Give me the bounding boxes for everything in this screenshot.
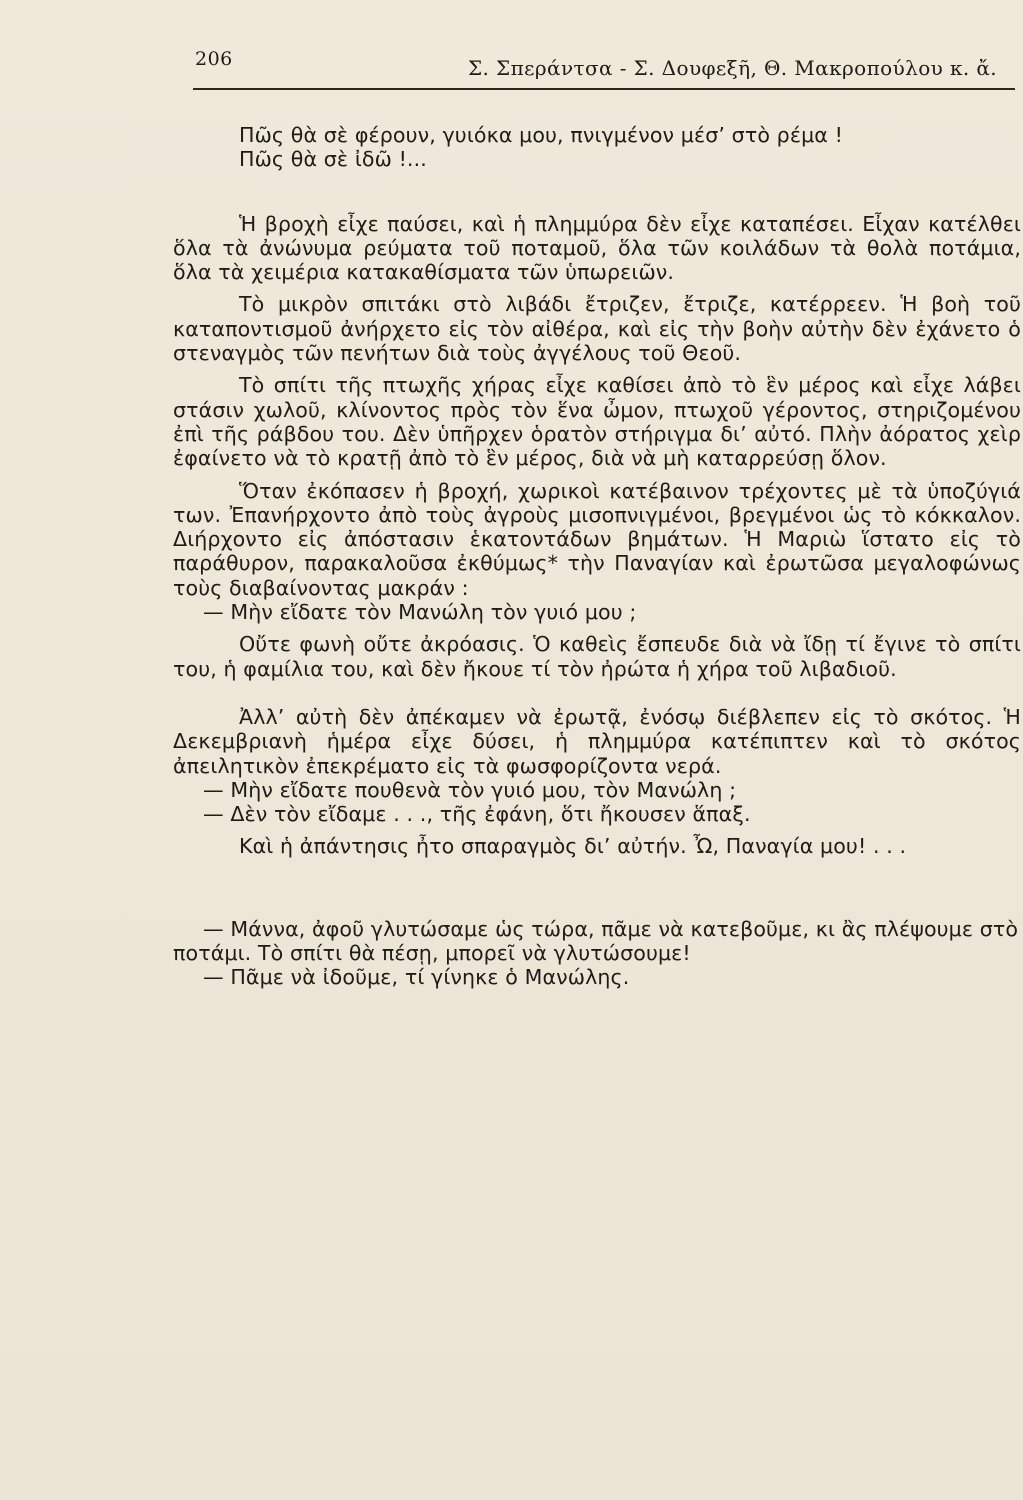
running-header bbox=[193, 48, 1015, 90]
dialogue-line: — Μὴν εἴδατε πουθενὰ τὸν γυιό μου, τὸν Μανώλη ; bbox=[203, 777, 737, 802]
page-text bbox=[173, 123, 1021, 990]
dialogue-line: — Πᾶμε νὰ ἰδοῦμε, τί γίνηκε ὁ Μανώλης. bbox=[203, 965, 630, 990]
paragraph: Καὶ ἡ ἀπάντησις ἦτο σπαραγμὸς δι’ αὐτήν. Ὦ, Παναγία μου! . . . bbox=[239, 834, 907, 859]
dialogue-line: — Μὴν εἴδατε τὸν Μανώλη τὸν γυιό μου ; bbox=[203, 600, 637, 625]
paragraph: Ἀλλ’ αὐτὴ δὲν ἀπέκαμεν νὰ ἐρωτᾷ, ἐνόσῳ διέβλεπεν εἰς τὸ σκότος. Ἡ Δεκεμβριανὴ ἡμέρα εἶχε δύσει, ἡ πλημμύρα κατέπιπτεν καὶ τὸ σκότος ἀπειλητικὸν ἐπεκρέματο εἰς τὰ φωσφορίζοντα νερά. bbox=[173, 704, 1021, 778]
paragraph: Οὔτε φωνὴ οὔτε ἀκρόασις. Ὁ καθεὶς ἔσπευδε διὰ νὰ ἴδῃ τί ἔγινε τὸ σπίτι του, ἡ φαμίλια του, καὶ δὲν ἤκουε τί τὸν ἠρώτα ἡ χήρα τοῦ λιβαδιοῦ. bbox=[173, 632, 1021, 681]
paragraph: Ἡ βροχὴ εἶχε παύσει, καὶ ἡ πλημμύρα δὲν εἶχε καταπέσει. Εἶχαν κατέλθει ὅλα τὰ ἀνώνυμα ρεύματα τοῦ ποταμοῦ, ὅλα τῶν κοιλάδων τὰ θολὰ ποτάμια, ὅλα τὰ χειμέρια κατακαθίσματα τῶν ὑπωρειῶν. bbox=[173, 211, 1021, 285]
paragraph: Τὸ σπίτι τῆς πτωχῆς χήρας εἶχε καθίσει ἀπὸ τὸ ἓν μέρος καὶ εἶχε λάβει στάσιν χωλοῦ, κλίνοντος πρὸς τὸν ἕνα ὦμον, πτωχοῦ γέροντος, στηριζομένου ἐπὶ τῆς ράβδου του. Δὲν ὑπῆρχεν ὁρατὸν στήριγμα δι’ αὐτό. Πλὴν ἀόρατος χεὶρ ἐφαίνετο νὰ τὸ κρατῇ ἀπὸ τὸ ἓν μέρος, διὰ νὰ μὴ καταρρεύσῃ ὅλον. bbox=[173, 373, 1021, 471]
verse-line: Πῶς θὰ σὲ ἰδῶ !... bbox=[239, 147, 427, 172]
book-title-header: Σ. Σπεράντσα - Σ. Δουφεξῆ, Θ. Μακροπούλου κ. ἄ. bbox=[468, 56, 998, 80]
verse-line: Πῶς θὰ σὲ φέρουν, γυιόκα μου, πνιγμένον μέσ’ στὸ ρέμα ! bbox=[239, 123, 843, 147]
paragraph: Ὅταν ἐκόπασεν ἡ βροχή, χωρικοὶ κατέβαινον τρέχοντες μὲ τὰ ὑποζύγιά των. Ἐπανήρχοντο ἀπὸ τοὺς ἀγροὺς μισοπνιγμένοι, βρεγμένοι ὡς τὸ κόκκαλον. Διήρχοντο εἰς ἀπόστασιν ἑκατοντάδων βημάτων. Ἡ Μαριὼ ἵστατο εἰς τὸ παράθυρον, παρακαλοῦσα ἐκθύμως* τὴν Παναγίαν καὶ ἐρωτῶσα μεγαλοφώνως τοὺς διαβαίνοντας μακράν : bbox=[173, 478, 1021, 600]
dialogue-line: — Μάννα, ἀφοῦ γλυτώσαμε ὡς τώρα, πᾶμε νὰ κατεβοῦμε, κι ἂς πλέψουμε στὸ ποτάμι. Τὸ σπίτι θὰ πέσῃ, μπορεῖ νὰ γλυτώσουμε! bbox=[173, 916, 1019, 966]
page-number: 206 bbox=[195, 48, 233, 70]
paragraph: Τὸ μικρὸν σπιτάκι στὸ λιβάδι ἔτριζεν, ἔτριζε, κατέρρεεν. Ἡ βοὴ τοῦ καταποντισμοῦ ἀνήρχετο εἰς τὸν αἰθέρα, καὶ εἰς τὴν βοὴν αὐτὴν δὲν ἐχάνετο ὁ στεναγμὸς τῶν πενήτων διὰ τοὺς ἀγγέλους τοῦ Θεοῦ. bbox=[173, 292, 1021, 366]
dialogue-line: — Δὲν τὸν εἴδαμε . . ., τῆς ἐφάνη, ὅτι ἤκουσεν ἅπαξ. bbox=[203, 802, 751, 827]
